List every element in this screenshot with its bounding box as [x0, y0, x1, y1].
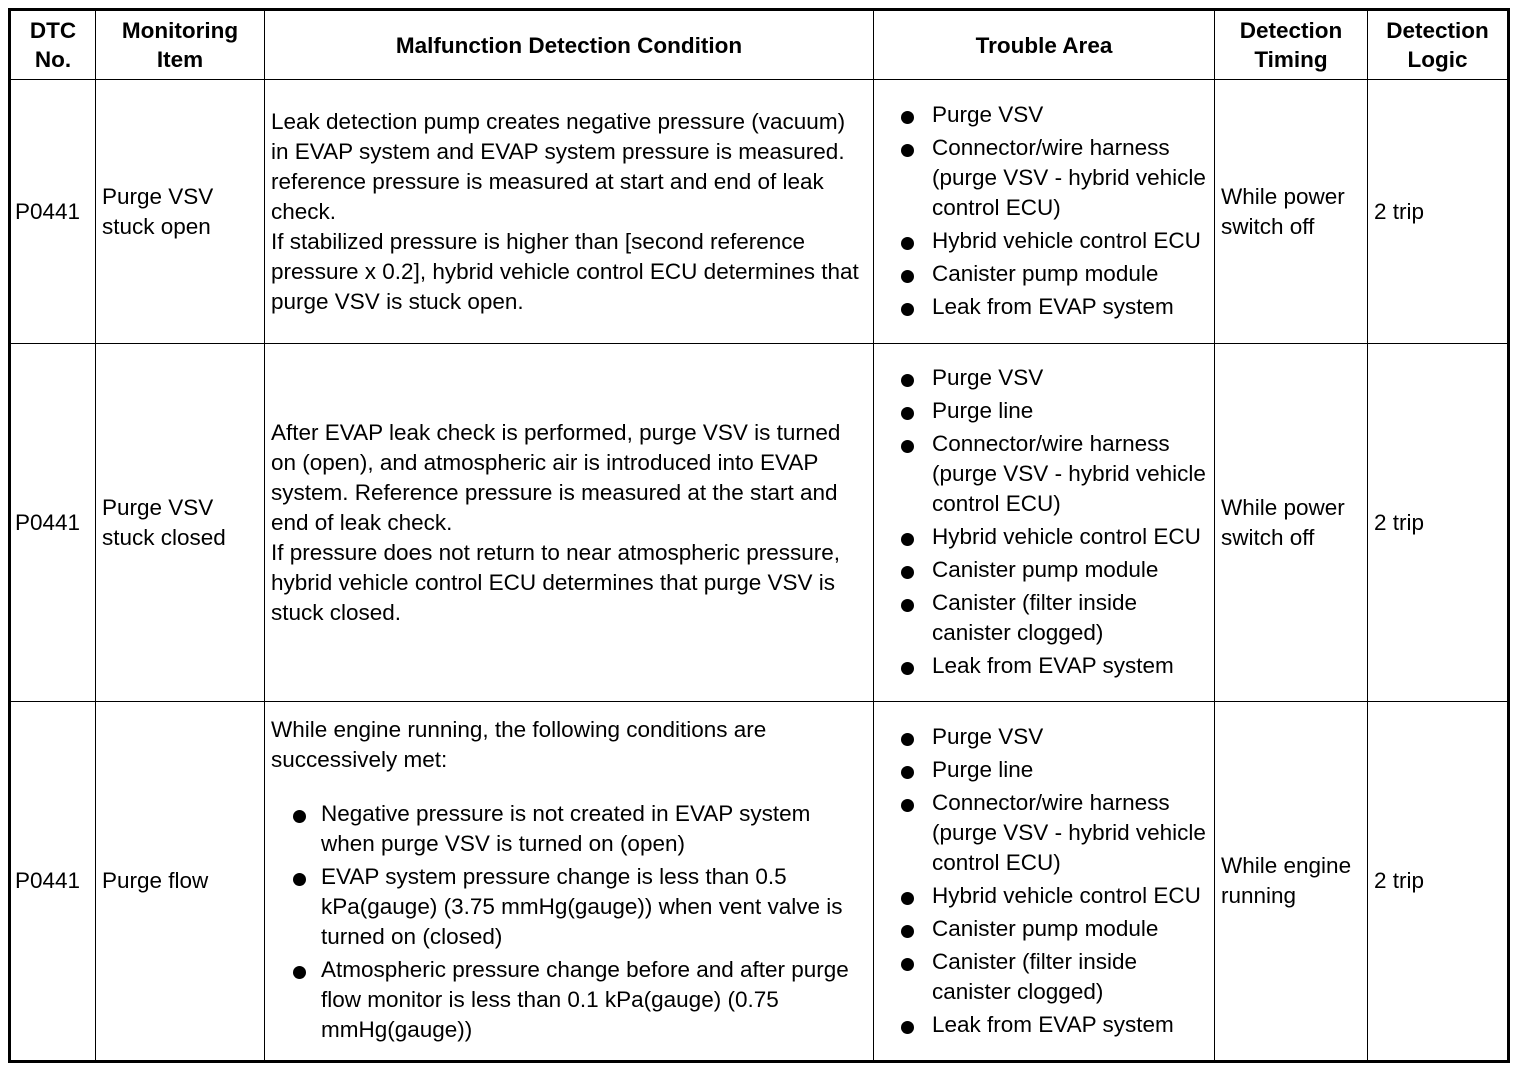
list-item: Hybrid vehicle control ECU — [880, 226, 1208, 256]
table-row — [10, 80, 1509, 344]
list-item: Hybrid vehicle control ECU — [880, 881, 1208, 911]
header-condition: Malfunction Detection Condition — [265, 10, 874, 80]
detection-logic: 2 trip — [1368, 702, 1509, 1062]
list-item: Canister pump module — [880, 555, 1208, 585]
trouble-list — [880, 100, 1208, 322]
list-item: Canister pump module — [880, 259, 1208, 289]
detection-condition — [265, 80, 874, 344]
list-item: Hybrid vehicle control ECU — [880, 522, 1208, 552]
list-item: Leak from EVAP system — [880, 292, 1208, 322]
detection-timing: While power switch off — [1215, 80, 1368, 344]
condition-list — [271, 799, 867, 1045]
list-item: Canister (filter inside canister clogged) — [880, 947, 1208, 1007]
trouble-area — [874, 702, 1215, 1062]
dtc-table — [8, 8, 1510, 1063]
detection-timing: While engine running — [1215, 702, 1368, 1062]
trouble-area — [874, 80, 1215, 344]
detection-timing: While power switch off — [1215, 344, 1368, 702]
trouble-list — [880, 363, 1208, 681]
list-item: Purge line — [880, 396, 1208, 426]
list-item: Purge line — [880, 755, 1208, 785]
header-row — [10, 10, 1509, 80]
list-item: Connector/wire harness (purge VSV - hybrid vehicle control ECU) — [880, 788, 1208, 878]
condition-text: If stabilized pressure is higher than [second reference pressure x 0.2], hybrid vehicle control ECU determines that purge VSV is stuck open. — [271, 228, 859, 314]
list-item: Connector/wire harness (purge VSV - hybrid vehicle control ECU) — [880, 133, 1208, 223]
list-item: Leak from EVAP system — [880, 651, 1208, 681]
table-row — [10, 702, 1509, 1062]
list-item: Atmospheric pressure change before and after purge flow monitor is less than 0.1 kPa(gauge) (0.75 mmHg(gauge)) — [271, 955, 867, 1045]
list-item: Leak from EVAP system — [880, 1010, 1208, 1040]
monitoring-item: Purge VSV stuck closed — [96, 344, 265, 702]
header-monitoring-item: Monitoring Item — [96, 10, 265, 80]
list-item: EVAP system pressure change is less than 0.5 kPa(gauge) (3.75 mmHg(gauge)) when vent valve is turned on (closed) — [271, 862, 867, 952]
detection-logic: 2 trip — [1368, 80, 1509, 344]
list-item: Canister (filter inside canister clogged) — [880, 588, 1208, 648]
dtc-code: P0441 — [10, 80, 96, 344]
trouble-area — [874, 344, 1215, 702]
table-row — [10, 344, 1509, 702]
list-item: Purge VSV — [880, 363, 1208, 393]
condition-text: After EVAP leak check is performed, purge VSV is turned on (open), and atmospheric air is introduced into EVAP system. Reference pressure is measured at the start and end of leak check. — [271, 419, 841, 535]
trouble-list — [880, 722, 1208, 1040]
header-detection-logic: Detection Logic — [1368, 10, 1509, 80]
detection-logic: 2 trip — [1368, 344, 1509, 702]
list-item: Canister pump module — [880, 914, 1208, 944]
header-detection-timing: Detection Timing — [1215, 10, 1368, 80]
list-item: Purge VSV — [880, 722, 1208, 752]
dtc-code: P0441 — [10, 702, 96, 1062]
detection-condition — [265, 344, 874, 702]
list-item: Negative pressure is not created in EVAP system when purge VSV is turned on (open) — [271, 799, 867, 859]
condition-intro: While engine running, the following conditions are successively met: — [271, 716, 767, 772]
dtc-code: P0441 — [10, 344, 96, 702]
monitoring-item: Purge flow — [96, 702, 265, 1062]
header-dtc-no: DTC No. — [10, 10, 96, 80]
monitoring-item: Purge VSV stuck open — [96, 80, 265, 344]
condition-text: Leak detection pump creates negative pressure (vacuum) in EVAP system and EVAP system pressure is measured. reference pressure is measured at start and end of leak check. — [271, 108, 846, 224]
header-trouble-area: Trouble Area — [874, 10, 1215, 80]
list-item: Connector/wire harness (purge VSV - hybrid vehicle control ECU) — [880, 429, 1208, 519]
detection-condition — [265, 702, 874, 1062]
condition-text: If pressure does not return to near atmospheric pressure, hybrid vehicle control ECU determines that purge VSV is stuck closed. — [271, 539, 841, 625]
list-item: Purge VSV — [880, 100, 1208, 130]
